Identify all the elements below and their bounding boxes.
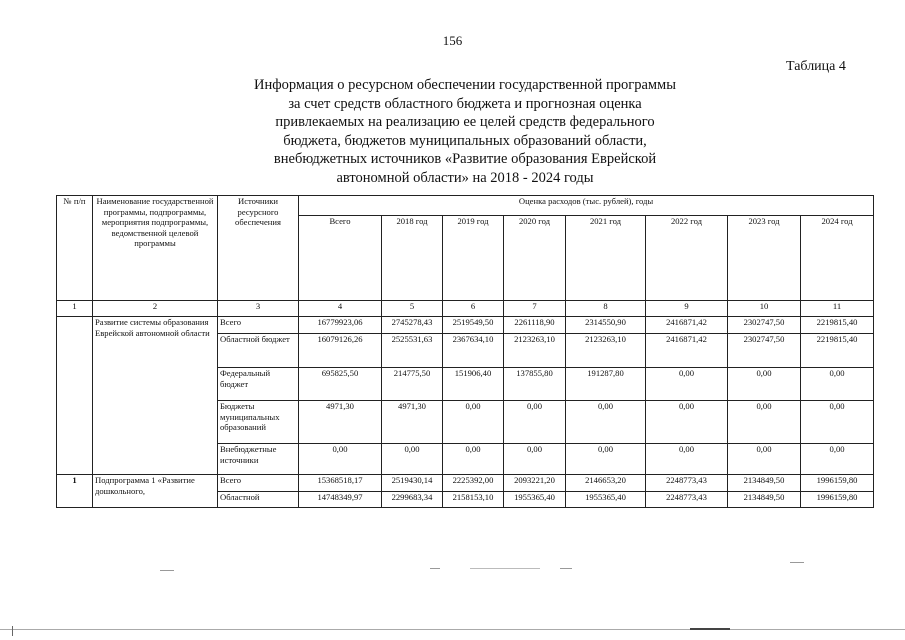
value-cell: 2416871,42 [646, 317, 728, 334]
value-cell: 14748349,97 [299, 492, 382, 508]
scan-mark [790, 562, 804, 563]
value-cell: 0,00 [646, 444, 728, 475]
value-cell: 0,00 [801, 444, 874, 475]
column-number: 7 [504, 301, 566, 317]
value-cell: 16779923,06 [299, 317, 382, 334]
source-label: Областной бюджет [218, 334, 299, 368]
value-cell: 0,00 [801, 368, 874, 401]
column-number-row [57, 301, 874, 317]
header-year: 2024 год [801, 216, 874, 301]
source-label: Федеральный бюджет [218, 368, 299, 401]
column-number: 1 [57, 301, 93, 317]
source-label: Бюджеты муниципальных образований [218, 401, 299, 444]
value-cell: 0,00 [646, 401, 728, 444]
value-cell: 1996159,80 [801, 492, 874, 508]
scan-mark [0, 629, 905, 630]
table-label: Таблица 4 [786, 59, 846, 74]
header-year: 2019 год [443, 216, 504, 301]
value-cell: 2299683,34 [382, 492, 443, 508]
value-cell: 2248773,43 [646, 475, 728, 492]
value-cell: 2248773,43 [646, 492, 728, 508]
value-cell: 2093221,20 [504, 475, 566, 492]
document-title [230, 76, 700, 188]
value-cell: 2225392,00 [443, 475, 504, 492]
table-row [57, 475, 874, 492]
value-cell: 695825,50 [299, 368, 382, 401]
title-line: привлекаемых на реализацию ее целей средств федерального [275, 114, 655, 131]
value-cell: 151906,40 [443, 368, 504, 401]
value-cell: 2519430,14 [382, 475, 443, 492]
header-year: Всего [299, 216, 382, 301]
header-year: 2020 год [504, 216, 566, 301]
source-label: Областной [218, 492, 299, 508]
scan-mark [470, 568, 540, 569]
header-year: 2021 год [566, 216, 646, 301]
value-cell: 214775,50 [382, 368, 443, 401]
value-cell: 1955365,40 [566, 492, 646, 508]
value-cell: 2123263,10 [566, 334, 646, 368]
title-line: автономной области» на 2018 - 2024 годы [336, 169, 594, 186]
scan-mark [690, 628, 730, 630]
value-cell: 2146653,20 [566, 475, 646, 492]
header-source: Источники ресурсного обеспечения [218, 196, 299, 301]
scan-mark [560, 568, 572, 569]
resource-table [56, 195, 874, 508]
value-cell: 2525531,63 [382, 334, 443, 368]
header-year: 2023 год [728, 216, 801, 301]
value-cell: 0,00 [566, 444, 646, 475]
value-cell: 1996159,80 [801, 475, 874, 492]
table-row [57, 317, 874, 334]
value-cell: 2123263,10 [504, 334, 566, 368]
value-cell: 2367634,10 [443, 334, 504, 368]
subprogram-name: Подпрограмма 1 «Развитие дошкольного, [93, 475, 218, 508]
title-line: Информация о ресурсном обеспечении государственной программы [254, 77, 676, 93]
value-cell: 0,00 [443, 444, 504, 475]
value-cell: 2261118,90 [504, 317, 566, 334]
title-line: за счет средств областного бюджета и прогнозная оценка [288, 95, 642, 112]
value-cell: 2134849,50 [728, 492, 801, 508]
scan-mark [430, 568, 440, 569]
value-cell: 0,00 [504, 401, 566, 444]
value-cell: 137855,80 [504, 368, 566, 401]
column-number: 9 [646, 301, 728, 317]
value-cell: 2219815,40 [801, 334, 874, 368]
column-number: 6 [443, 301, 504, 317]
value-cell: 2745278,43 [382, 317, 443, 334]
row-no [57, 317, 93, 475]
value-cell: 0,00 [443, 401, 504, 444]
value-cell: 191287,80 [566, 368, 646, 401]
value-cell: 0,00 [382, 444, 443, 475]
value-cell: 2302747,50 [728, 334, 801, 368]
column-number: 3 [218, 301, 299, 317]
source-label: Всего [218, 317, 299, 334]
value-cell: 0,00 [728, 444, 801, 475]
value-cell: 0,00 [566, 401, 646, 444]
header-year: 2018 год [382, 216, 443, 301]
scan-mark [160, 570, 174, 571]
program-name: Развитие системы образования Еврейской автономной области [93, 317, 218, 475]
header-year: 2022 год [646, 216, 728, 301]
value-cell: 0,00 [504, 444, 566, 475]
value-cell: 2134849,50 [728, 475, 801, 492]
value-cell: 4971,30 [299, 401, 382, 444]
value-cell: 2302747,50 [728, 317, 801, 334]
value-cell: 0,00 [299, 444, 382, 475]
value-cell: 16079126,26 [299, 334, 382, 368]
scan-mark [12, 626, 13, 636]
value-cell: 0,00 [801, 401, 874, 444]
header-no: № п/п [57, 196, 93, 301]
value-cell: 2314550,90 [566, 317, 646, 334]
value-cell: 0,00 [646, 368, 728, 401]
value-cell: 0,00 [728, 401, 801, 444]
source-label: Внебюджетные источники [218, 444, 299, 475]
value-cell: 2219815,40 [801, 317, 874, 334]
value-cell: 2519549,50 [443, 317, 504, 334]
value-cell: 0,00 [728, 368, 801, 401]
row-no: 1 [57, 475, 93, 508]
title-line: внебюджетных источников «Развитие образования Еврейской [273, 151, 657, 168]
value-cell: 2158153,10 [443, 492, 504, 508]
column-number: 10 [728, 301, 801, 317]
source-label: Всего [218, 475, 299, 492]
header-name: Наименование государственной программы, подпрограммы, мероприятия подпрограммы, ведомственной целевой программы [93, 196, 218, 301]
value-cell: 15368518,17 [299, 475, 382, 492]
value-cell: 2416871,42 [646, 334, 728, 368]
value-cell: 1955365,40 [504, 492, 566, 508]
header-group: Оценка расходов (тыс. рублей), годы [299, 196, 874, 216]
value-cell: 4971,30 [382, 401, 443, 444]
column-number: 4 [299, 301, 382, 317]
column-number: 5 [382, 301, 443, 317]
column-number: 11 [801, 301, 874, 317]
title-line: бюджета, бюджетов муниципальных образований области, [283, 132, 647, 149]
column-number: 8 [566, 301, 646, 317]
page-number: 156 [442, 33, 463, 48]
column-number: 2 [93, 301, 218, 317]
